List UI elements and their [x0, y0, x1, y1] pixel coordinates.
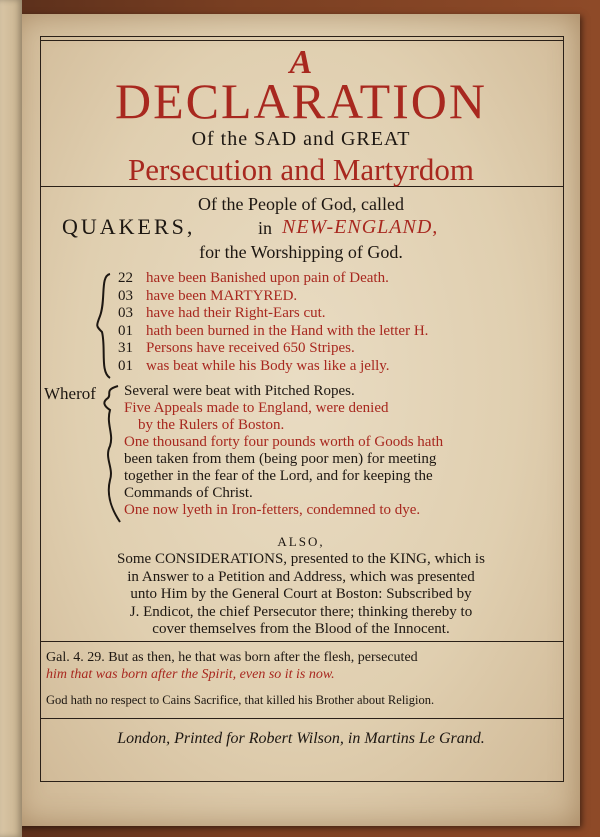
new-england-word: NEW-ENGLAND,: [282, 216, 439, 238]
count-number: 31: [118, 340, 133, 356]
grievances-brace: [98, 384, 124, 524]
in-word: in: [258, 218, 273, 238]
count-number: 03: [118, 305, 133, 321]
consideration-line: J. Endicot, the chief Persecutor there; thinking thereby to: [129, 603, 473, 620]
page-edge: [0, 0, 22, 837]
count-text: Persons have received 650 Stripes.: [146, 340, 355, 356]
grievance-line: One now lyeth in Iron-fetters, condemned to dye.: [124, 502, 421, 518]
scripture-line: Gal. 4. 29. But as then, he that was born after the flesh, persecuted: [46, 650, 418, 665]
count-number: 03: [118, 287, 133, 304]
scripture-line: God hath no respect to Cains Sacrifice, that killed his Brother about Religion.: [46, 693, 435, 707]
rule-before-scripture: [40, 641, 564, 642]
bottom-rule: [40, 781, 564, 782]
grievance-line: One thousand forty four pounds worth of Goods hath: [124, 434, 444, 450]
count-number: 22: [118, 270, 133, 286]
count-text: hath been burned in the Hand with the letter H.: [146, 322, 429, 339]
grievance-line: together in the fear of the Lord, and for keeping the: [124, 468, 433, 484]
title-a: A: [289, 44, 313, 81]
consideration-line: in Answer to a Petition and Address, which was presented: [127, 568, 475, 585]
top-rule: [40, 36, 564, 37]
rule-before-imprint: [40, 718, 564, 719]
title-declaration: DECLARATION: [115, 73, 487, 129]
grievance-line: Five Appeals made to England, were denied: [124, 400, 389, 416]
count-text: was beat while his Body was like a jelly.: [146, 357, 390, 374]
quakers-word: QUAKERS,: [62, 214, 196, 239]
count-number: 01: [118, 357, 133, 374]
grievance-line: Several were beat with Pitched Ropes.: [124, 383, 355, 399]
subtitle-sad-great: Of the SAD and GREAT: [191, 128, 411, 150]
grievance-line: Commands of Christ.: [124, 485, 253, 501]
count-number: 01: [118, 322, 133, 339]
count-text: have had their Right-Ears cut.: [146, 305, 326, 321]
worshipping-line: for the Worshipping of God.: [199, 242, 403, 262]
counts-brace: [92, 272, 116, 380]
imprint-line: London, Printed for Robert Wilson, in Martins Le Grand.: [117, 730, 485, 747]
consideration-line: cover themselves from the Blood of the Innocent.: [152, 621, 450, 637]
consideration-line: Some CONSIDERATIONS, presented to the KING, which is: [117, 551, 485, 567]
top-rule-inner: [40, 40, 564, 41]
wherof-label: Wherof: [44, 384, 96, 403]
also-heading: ALSO,: [277, 534, 325, 549]
grievance-line: been taken from them (being poor men) for meeting: [124, 451, 437, 467]
grievance-line: by the Rulers of Boston.: [138, 417, 285, 433]
scripture-line: him that was born after the Spirit, even so it is now.: [46, 667, 335, 682]
consideration-line: unto Him by the General Court at Boston: Subscribed by: [130, 586, 472, 602]
count-text: have been Banished upon pain of Death.: [146, 270, 389, 286]
subtitle-persecution: Persecution and Martyrdom: [127, 152, 475, 187]
people-of-god-line: Of the People of God, called: [198, 194, 404, 214]
count-text: have been MARTYRED.: [146, 287, 298, 304]
